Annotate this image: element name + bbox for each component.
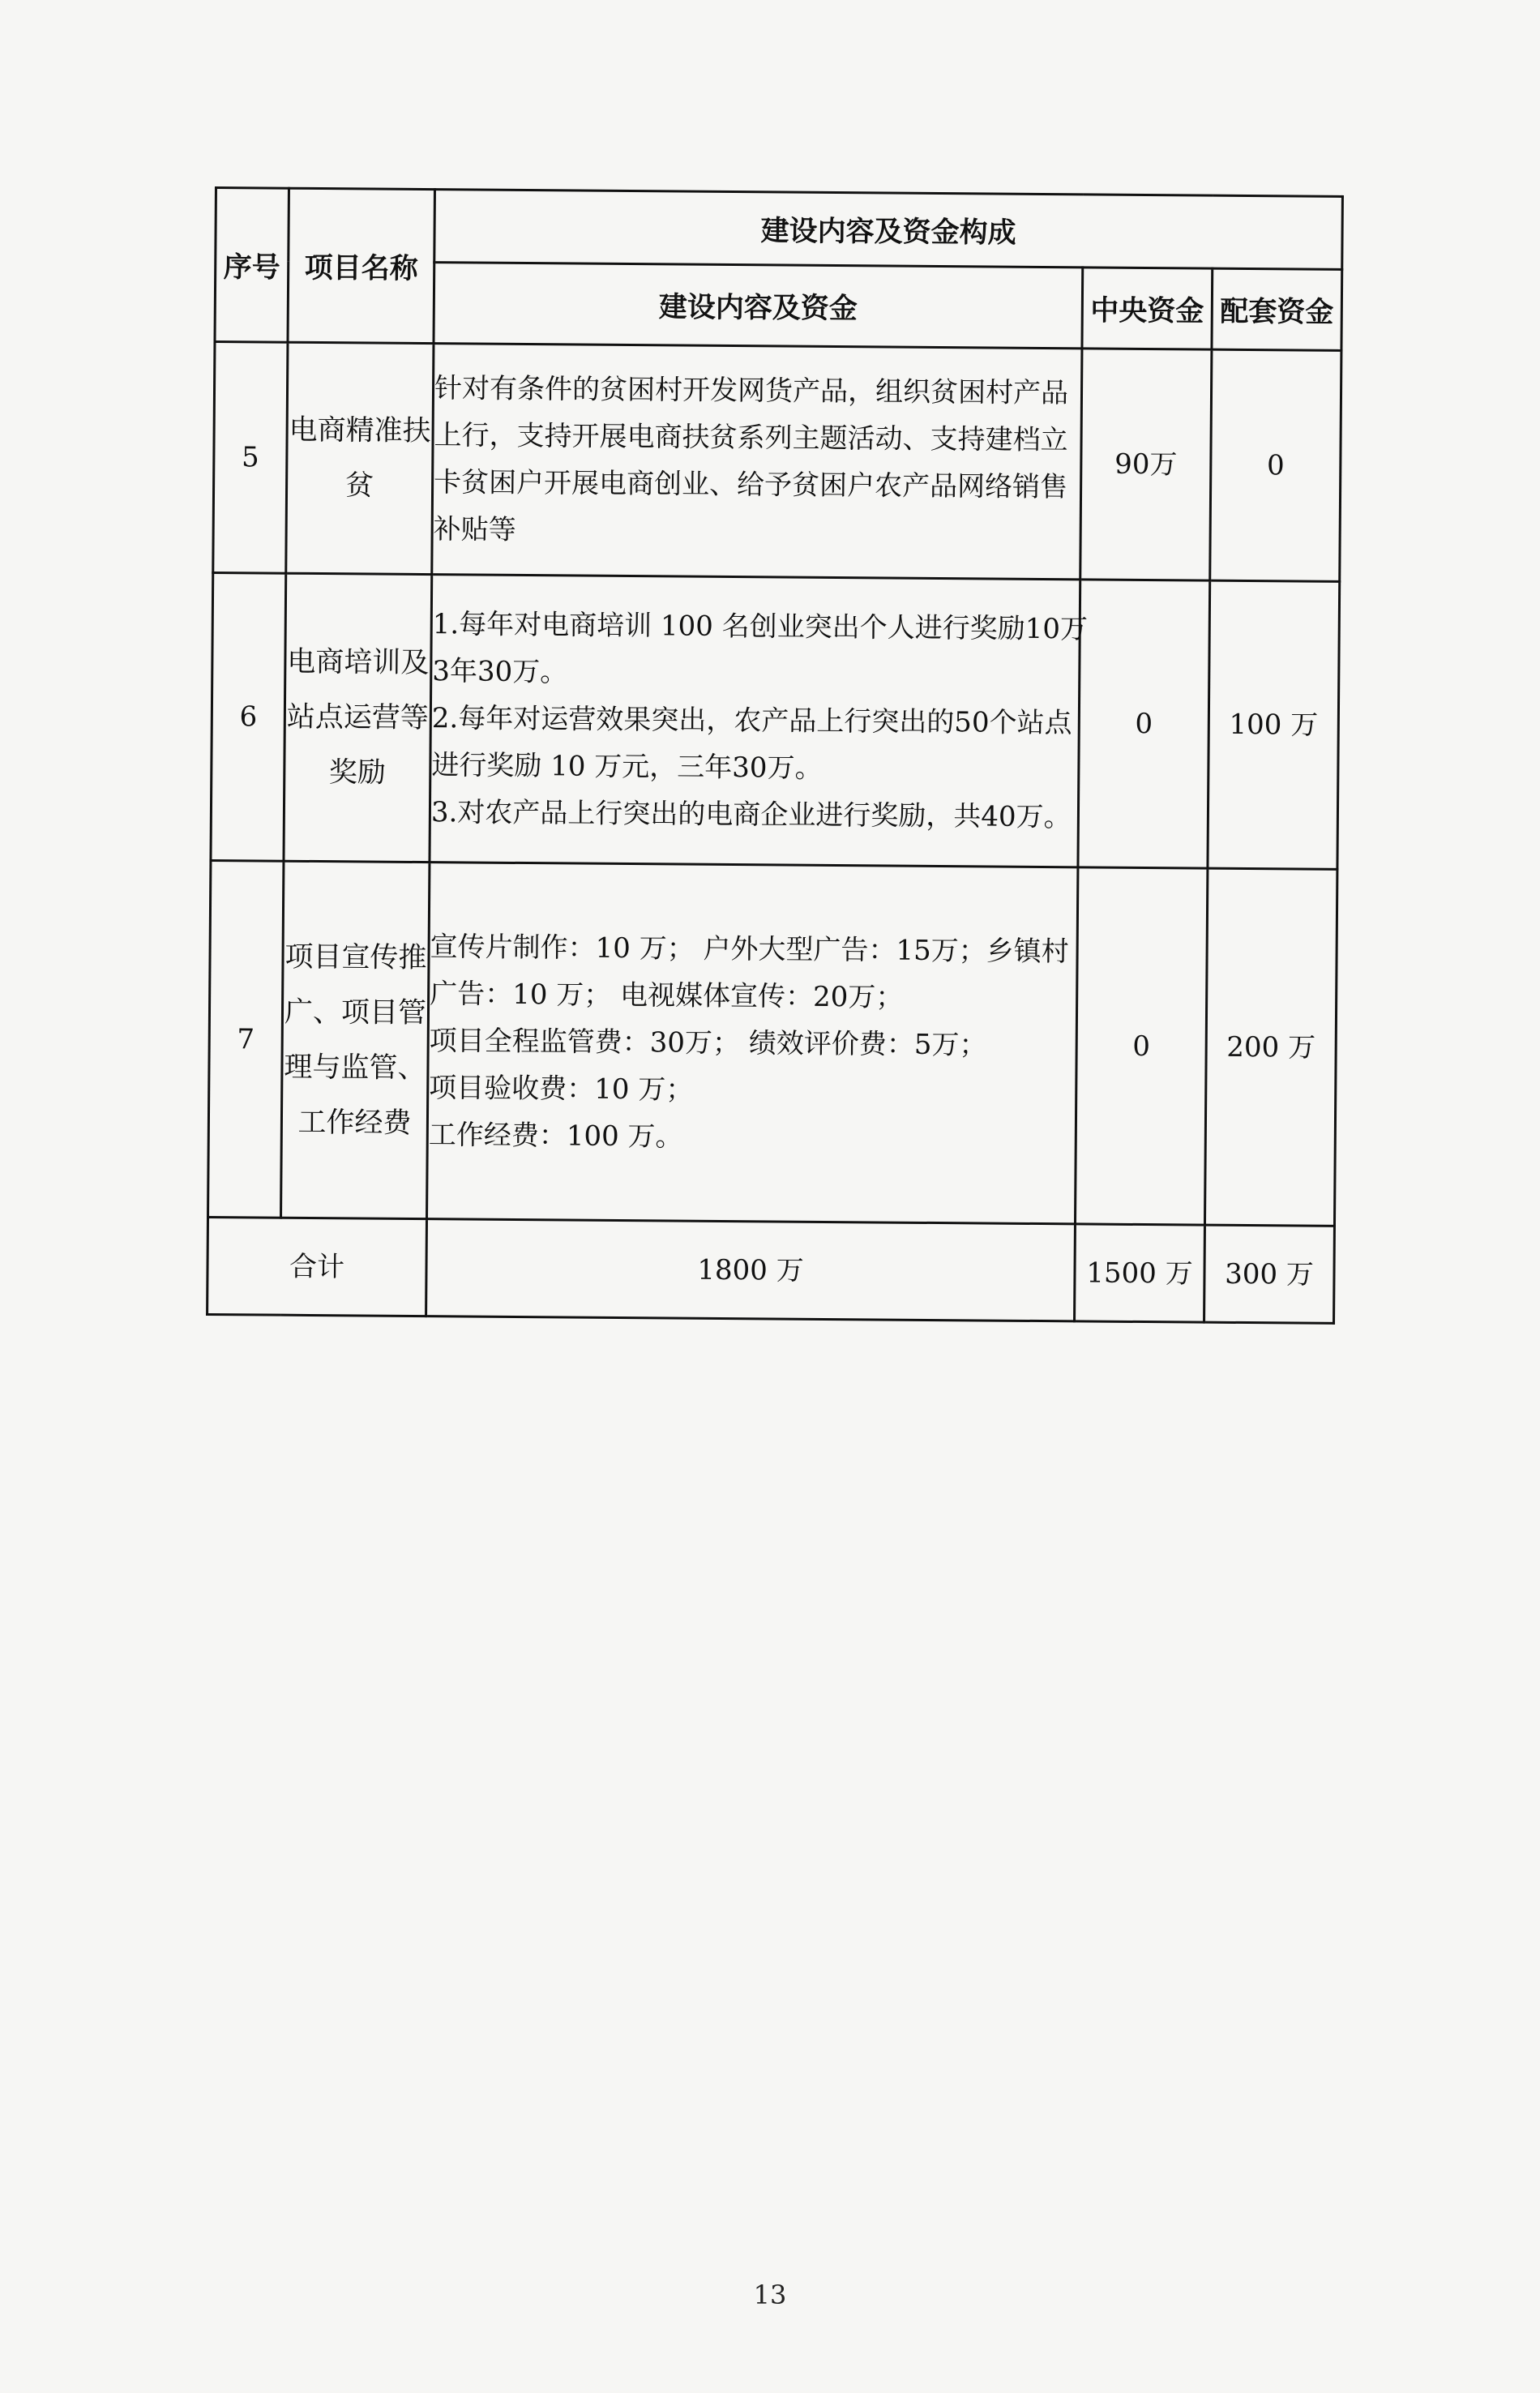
row-project-name: 电商培训及站点运营等奖励 [284,573,432,862]
content-line: 3年30万。 [432,655,568,689]
content-line: 1.每年对电商培训 100 名创业突出个人进行奖励10万 [432,608,1089,646]
table-row [213,342,1341,582]
row-central-funds: 0 [1075,867,1207,1225]
content-line: 宣传片制作：10 万； 户外大型广告：15万；乡镇村 [430,930,1069,968]
row-central-funds: 0 [1078,580,1210,868]
page-number: 13 [753,2280,787,2310]
total-central-funds: 1500 万 [1075,1224,1205,1322]
row-seq: 7 [208,860,284,1218]
row-seq: 6 [211,572,286,861]
total-matching-funds: 300 万 [1204,1225,1335,1323]
content-line: 项目验收费：10 万； [429,1071,694,1107]
content-line: 3.对农产品上行突出的电商企业进行奖励，共40万。 [430,796,1072,834]
header-seq: 序号 [215,188,289,343]
table-row [211,572,1340,869]
row-seq: 5 [213,342,288,574]
row-matching-funds: 200 万 [1204,868,1337,1226]
content-line: 上行，支持开展电商扶贫系列主题活动、支持建档立 [434,419,1068,457]
content-line: 广告：10 万； 电视媒体宣传：20万； [430,977,904,1014]
content-line: 项目全程监管费：30万； 绩效评价费：5万； [429,1024,987,1062]
header-content: 建设内容及资金 [434,263,1083,349]
row-matching-funds: 100 万 [1208,580,1340,869]
content-line: 进行奖励 10 万元，三年30万。 [431,749,823,785]
row-content [427,863,1078,1224]
content-line: 卡贫困户开展电商创业、给予贫困户农产品网络销售 [433,466,1068,504]
row-project-name: 项目宣传推广、项目管理与监管、工作经费 [281,861,430,1218]
header-matching-funds: 配套资金 [1212,268,1342,350]
header-central-funds: 中央资金 [1082,268,1213,349]
row-content [432,344,1082,580]
total-row [207,1217,1335,1323]
header-construction-and-funding: 建设内容及资金构成 [434,190,1343,270]
row-project-name: 电商精准扶贫 [286,342,434,574]
content-line: 针对有条件的贫困村开发网货产品，组织贫困村产品 [434,372,1069,410]
content-line: 2.每年对运营效果突出，农产品上行突出的50个站点 [431,702,1072,740]
funding-table [206,186,1344,1325]
content-line: 工作经费：100 万。 [428,1118,683,1154]
row-matching-funds: 0 [1210,349,1341,581]
row-content [430,575,1089,867]
table-row [208,860,1337,1226]
content-line: 补贴等 [433,513,516,546]
header-row-1 [216,188,1343,270]
header-project-name: 项目名称 [288,188,434,343]
total-amount: 1800 万 [426,1219,1076,1321]
total-label: 合计 [207,1217,427,1316]
row-central-funds: 90万 [1080,349,1212,580]
